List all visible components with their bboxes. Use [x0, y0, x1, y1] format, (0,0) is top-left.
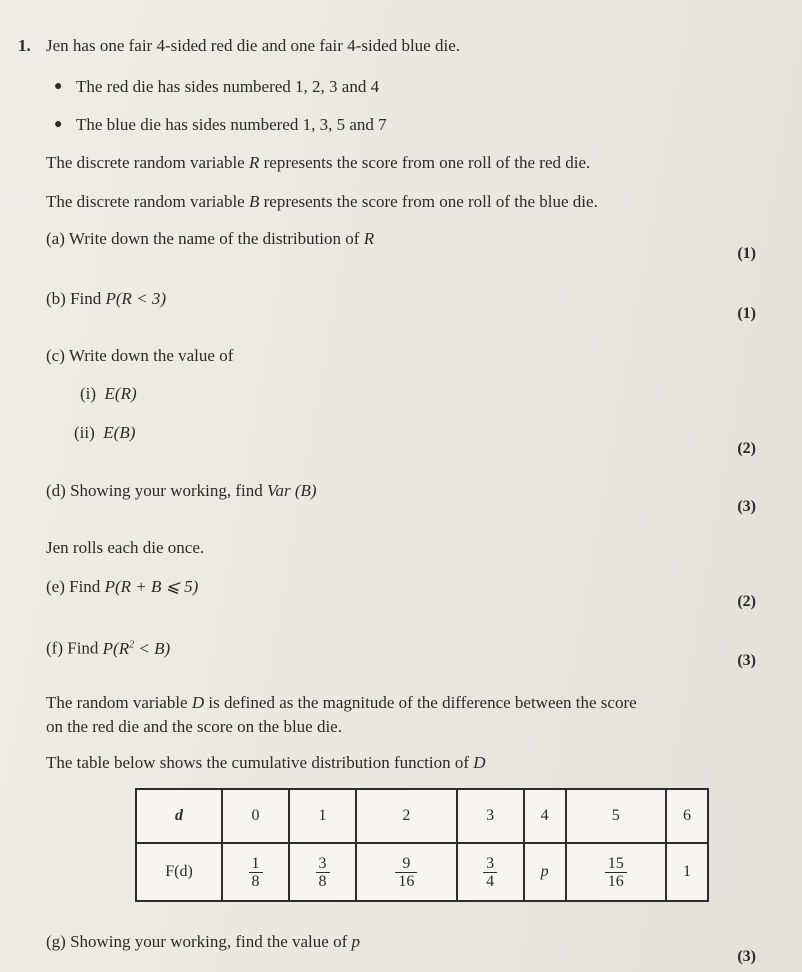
- part-d-question: (d) Showing your working, find Var (B): [46, 481, 317, 500]
- intro-text: Jen has one fair 4-sided red die and one fair 4-sided blue die.: [46, 36, 460, 55]
- fd-cell-4: p: [524, 843, 566, 901]
- definition-b: The discrete random variable B represents the score from one roll of the blue die.: [46, 192, 598, 211]
- part-c-marks: (2): [737, 440, 756, 457]
- part-e-marks: (2): [737, 593, 756, 610]
- part-f-marks: (3): [737, 652, 756, 669]
- part-g-question: (g) Showing your working, find the value of p: [46, 932, 360, 951]
- definition-d-line1: The random variable D is defined as the magnitude of the difference between the score: [46, 693, 637, 712]
- part-a-marks: (1): [737, 245, 756, 262]
- d-cell-1: 1: [289, 789, 356, 843]
- d-cell-3: 3: [457, 789, 524, 843]
- d-cell-2: 2: [356, 789, 457, 843]
- part-g-marks: (3): [737, 948, 756, 965]
- part-f-question: (f) Find $P(R^2 < B)$: [46, 638, 171, 658]
- part-a-question: (a) Write down the name of the distribution of R: [46, 229, 375, 248]
- bullet-blue-die: The blue die has sides numbered 1, 3, 5 and 7: [76, 115, 387, 134]
- table-row-d: [136, 789, 708, 843]
- bullet-red-die: The red die has sides numbered 1, 2, 3 and 4: [76, 77, 380, 96]
- part-c-ii: (ii) E(B): [74, 423, 136, 442]
- fd-cell-1: $\frac{3}{8}$: [289, 843, 356, 901]
- part-e-question: (e) Find P(R + B ⩽ 5): [46, 577, 199, 596]
- definition-r: The discrete random variable R represents the score from one roll of the red die.: [46, 153, 591, 172]
- d-cell-6: 6: [666, 789, 708, 843]
- fd-cell-6: 1: [666, 843, 708, 901]
- table-row-fd: [136, 843, 708, 901]
- table-header-d: d: [136, 789, 222, 843]
- d-cell-4: 4: [524, 789, 566, 843]
- part-b-question: (b) Find P(R < 3): [46, 289, 167, 308]
- fd-cell-0: $\frac{1}{8}$: [222, 843, 289, 901]
- fd-cell-5: $\frac{15}{16}$: [566, 843, 667, 901]
- cdf-table: [135, 788, 709, 902]
- bullet-icon: ●: [54, 79, 63, 94]
- part-c-i: (i) E(R): [80, 384, 137, 403]
- d-cell-5: 5: [566, 789, 667, 843]
- question-number: 1.: [18, 36, 31, 55]
- part-b-marks: (1): [737, 305, 756, 322]
- rolls-text: Jen rolls each die once.: [46, 538, 205, 557]
- part-c-question: (c) Write down the value of: [46, 346, 234, 365]
- table-header-fd: F(d): [136, 843, 222, 901]
- d-cell-0: 0: [222, 789, 289, 843]
- fd-cell-3: $\frac{3}{4}$: [457, 843, 524, 901]
- bullet-icon: ●: [54, 117, 63, 132]
- part-d-marks: (3): [737, 498, 756, 515]
- fd-cell-2: $\frac{9}{16}$: [356, 843, 457, 901]
- definition-d-line2: on the red die and the score on the blue die.: [46, 717, 342, 736]
- table-intro: The table below shows the cumulative distribution function of D: [46, 753, 486, 772]
